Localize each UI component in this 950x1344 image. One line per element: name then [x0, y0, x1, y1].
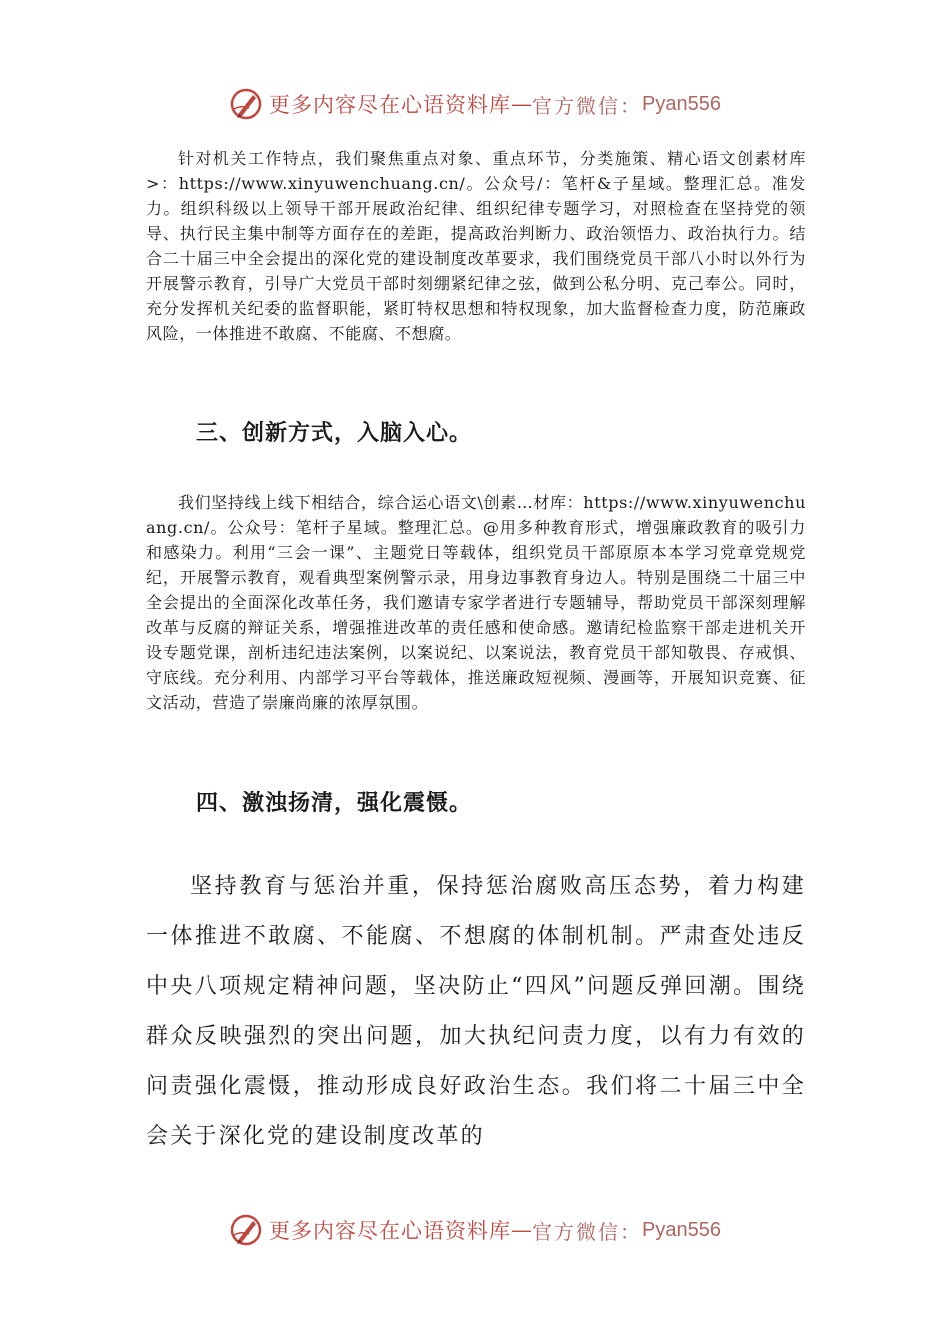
pen-logo-icon — [229, 87, 263, 121]
intro-section — [146, 146, 806, 346]
footer-separator: — — [511, 1218, 533, 1242]
section-four — [146, 862, 806, 1162]
paragraph-three: 我们坚持线上线下相结合，综合运心语文\创素…材库：https://www.xinyuwenchuang.cn/。公众号：笔杆子星域。整理汇总。@用多种教育形式，增强廉政教育的吸引力和感染力。利用“三会一课”、主题党日等载体，组织党员干部原原本本学习党章党规党纪，开展警示教育，观看典型案例警示录，用身边事教育身边人。特别是围绕二十届三中全会提出的全面深化改革任务，我们邀请专家学者进行专题辅导，帮助党员干部深刻理解改革与反腐的辩证关系，增强推进改革的责任感和使命感。邀请纪检监察干部走进机关开设专题党课，剖析违纪违法案例，以案说纪、以案说法，教育党员干部知敬畏、存戒惧、守底线。充分利用、内部学习平台等载体，推送廉政短视频、漫画等，开展知识竞赛、征文活动，营造了崇廉尚廉的浓厚氛围。 — [146, 493, 806, 712]
footer-brand: 更多内容尽在心语资料库 — [269, 1219, 512, 1243]
header-banner — [0, 84, 950, 124]
header-wechat-id: Pyan556 — [642, 92, 721, 115]
paragraph-four: 坚持教育与惩治并重，保持惩治腐败高压态势，着力构建一体推进不敢腐、不能腐、不想腐的体制机制。严肃查处违反中央八项规定精神问题，坚决防止“四风”问题反弹回潮。围绕群众反映强烈的突出问题，加大执纪问责力度，以有力有效的问责强化震慑，推动形成良好政治生态。我们将二十届三中全会关于深化党的建设制度改革的 — [146, 874, 806, 1149]
pen-logo-icon — [229, 1213, 263, 1247]
heading-four: 四、激浊扬清，强化震慑。 — [196, 790, 473, 816]
section-three — [146, 490, 806, 715]
header-official-label: 官方微信： — [532, 93, 643, 118]
heading-three: 三、创新方式，入脑入心。 — [196, 420, 473, 446]
header-separator: — — [511, 92, 533, 116]
intro-paragraph: 针对机关工作特点，我们聚焦重点对象、重点环节，分类施策、精心语文创素材库>：https://www.xinyuwenchuang.cn/。公众号/：笔杆&子星域。整理汇总。准发力。组织科级以上领导干部开展政治纪律、组织纪律专题学习，对照检查在坚持党的领导、执行民主集中制等方面存在的差距，提高政治判断力、政治领悟力、政治执行力。结合二十届三中全会提出的深化党的建设制度改革要求，我们围绕党员干部八小时以外行为开展警示教育，引导广大党员干部时刻绷紧纪律之弦，做到公私分明、克己奉公。同时，充分发挥机关纪委的监督职能，紧盯特权思想和特权现象，加大监督检查力度，防范廉政风险，一体推进不敢腐、不能腐、不想腐。 — [146, 149, 806, 343]
footer-banner — [0, 1210, 950, 1250]
header-brand: 更多内容尽在心语资料库 — [269, 93, 512, 117]
footer-official-label: 官方微信： — [532, 1219, 643, 1244]
footer-wechat-id: Pyan556 — [642, 1218, 721, 1241]
